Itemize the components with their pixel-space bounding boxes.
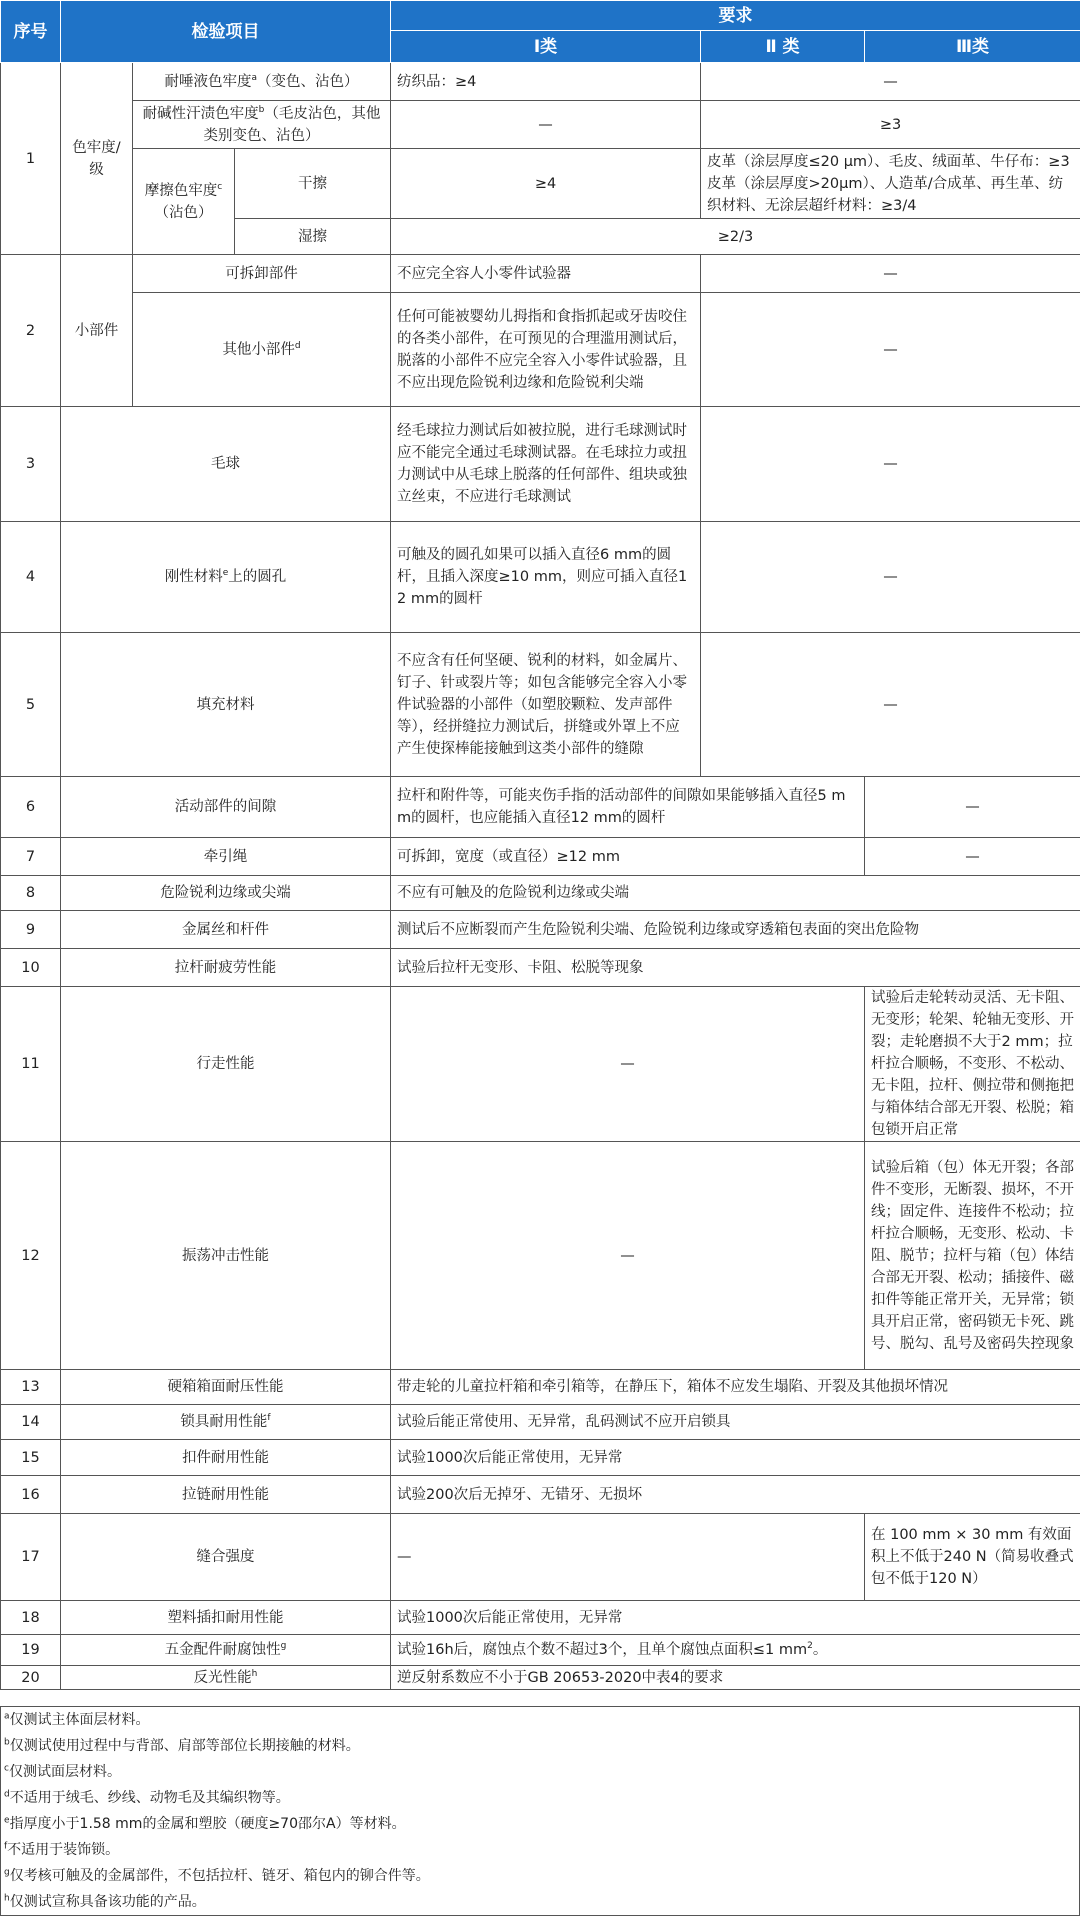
table-row (1, 777, 1080, 838)
class12-value: — (391, 1514, 865, 1601)
row-no: 16 (1, 1476, 61, 1514)
table-row (1, 838, 1080, 876)
row-no: 12 (1, 1142, 61, 1370)
row-no: 6 (1, 777, 61, 838)
table-row (1, 149, 1080, 219)
footnote-c: $^c$仅测试面层材料。 (4, 1763, 121, 1780)
footnote-h: $^h$仅测试宣称具备该功能的产品。 (4, 1893, 206, 1910)
table-row (1, 293, 1080, 407)
class1-value: — (391, 101, 701, 149)
item-label: 其他小部件$^d$ (133, 293, 391, 407)
table-row (1, 1405, 1080, 1440)
table-row (1, 1601, 1080, 1635)
row-no: 14 (1, 1405, 61, 1440)
item-label: 填充材料 (61, 633, 391, 777)
class3-value: 试验后走轮转动灵活、无卡阻、无变形；轮架、轮轴无变形、开裂；走轮磨损不大于2 mm；拉杆拉合顺畅，不变形、不松动、无卡阻，拉杆、侧拉带和侧拖把与箱体结合部无开裂、松脱；箱包锁开启正常 (865, 987, 1080, 1142)
item-label: 金属丝和杆件 (61, 911, 391, 949)
table-row (1, 1440, 1080, 1476)
all-class-value: 试验16h后，腐蚀点个数不超过3个，且单个腐蚀点面积≤1 $mm^2$。 (391, 1635, 1080, 1666)
table-row (1, 949, 1080, 987)
class3-value: 在 100 mm × 30 mm 有效面积上不低于240 N（简易收叠式包不低于120 N） (865, 1514, 1080, 1601)
item-label: 危险锐利边缘或尖端 (61, 876, 391, 911)
table-row (1, 1635, 1080, 1666)
row-no: 9 (1, 911, 61, 949)
item-label: 五金配件耐腐蚀性$^g$ (61, 1635, 391, 1666)
all-class-value: 不应有可触及的危险锐利边缘或尖端 (391, 876, 1080, 911)
item-label: 毛球 (61, 407, 391, 522)
class1-value: 不应完全容人小零件试验器 (391, 255, 701, 293)
class23-value: — (701, 293, 1080, 407)
table-row (1, 1514, 1080, 1601)
item-label: 可拆卸部件 (133, 255, 391, 293)
all-class-value: 测试后不应断裂而产生危险锐利尖端、危险锐利边缘或穿透箱包表面的突出危险物 (391, 911, 1080, 949)
all-class-value: 逆反射系数应不小于GB 20653-2020中表4的要求 (391, 1666, 1080, 1690)
item-label: 锁具耐用性能$^f$ (61, 1405, 391, 1440)
class3-value: 试验后箱（包）体无开裂；各部件不变形，无断裂、损坏，不开线；固定件、连接件不松动；拉杆拉合顺畅，无变形、松动、卡阻、脱节；拉杆与箱（包）体结合部无开裂、松动；插接件、磁扣件等能正常开关，无异常；锁具开启正常，密码锁无卡死、跳号、脱勾、乱号及密码失控现象 (865, 1142, 1080, 1370)
row-no: 5 (1, 633, 61, 777)
class1-value: 纺织品：≥4 (391, 63, 701, 101)
item-label: 反光性能$^h$ (61, 1666, 391, 1690)
class3-value: — (865, 838, 1080, 876)
row-no: 15 (1, 1440, 61, 1476)
class23-value: — (701, 522, 1080, 633)
row-no: 19 (1, 1635, 61, 1666)
all-class-value: 试验200次后无掉牙、无错牙、无损坏 (391, 1476, 1080, 1514)
item-label: 振荡冲击性能 (61, 1142, 391, 1370)
class23-value: — (701, 63, 1080, 101)
item-label: 刚性材料$^e$上的圆孔 (61, 522, 391, 633)
item-label: 硬箱箱面耐压性能 (61, 1370, 391, 1405)
item-label: 耐碱性汗渍色牢度$^b$（毛皮沾色，其他类别变色、沾色） (133, 101, 391, 149)
row-no: 3 (1, 407, 61, 522)
all-class-value: 试验后拉杆无变形、卡阻、松脱等现象 (391, 949, 1080, 987)
header-class-3: Ⅲ类 (865, 31, 1080, 63)
table-row (1, 255, 1080, 293)
item-label: 活动部件的间隙 (61, 777, 391, 838)
class12-value: — (391, 1142, 865, 1370)
class1-value: 不应含有任何坚硬、锐利的材料，如金属片、钉子、针或裂片等；如包含能够完全容入小零件试验器的小部件（如塑胶颗粒、发声部件等），经拼缝拉力测试后，拼缝或外罩上不应产生使探棒能接触到这类小部件的缝隙 (391, 633, 701, 777)
sub-item-label: 湿擦 (235, 219, 391, 255)
row-no: 10 (1, 949, 61, 987)
item-label: 拉链耐用性能 (61, 1476, 391, 1514)
table-row (1, 987, 1080, 1142)
table-row (1, 1666, 1080, 1690)
class12-value: — (391, 987, 865, 1142)
table-row (1, 101, 1080, 149)
table-row (1, 633, 1080, 777)
row-no: 2 (1, 255, 61, 407)
row-no: 7 (1, 838, 61, 876)
table-row (1, 1476, 1080, 1514)
table-row (1, 407, 1080, 522)
class23-value: 皮革（涂层厚度≤20 μm）、毛皮、绒面革、牛仔布：≥3 皮革（涂层厚度>20μm）、人造革/合成革、再生革、纺织材料、无涂层超纤材料：≥3/4 (701, 149, 1080, 219)
header-class-1: I类 (391, 31, 701, 63)
table-row (1, 911, 1080, 949)
item-label: 行走性能 (61, 987, 391, 1142)
all-class-value: 试验1000次后能正常使用，无异常 (391, 1440, 1080, 1476)
row-no: 1 (1, 63, 61, 255)
table-row (1, 1142, 1080, 1370)
sub-item-label: 干擦 (235, 149, 391, 219)
class23-value: — (701, 633, 1080, 777)
item-label: 塑料插扣耐用性能 (61, 1601, 391, 1635)
group-label: 色牢度/级 (61, 63, 133, 255)
item-label: 缝合强度 (61, 1514, 391, 1601)
row-no: 18 (1, 1601, 61, 1635)
row-no: 4 (1, 522, 61, 633)
class3-value: — (865, 777, 1080, 838)
footnotes (0, 1706, 1080, 1916)
class23-value: — (701, 407, 1080, 522)
class12-value: 可拆卸，宽度（或直径）≥12 mm (391, 838, 865, 876)
group-label: 小部件 (61, 255, 133, 407)
class1-value: 经毛球拉力测试后如被拉脱，进行毛球测试时应不能完全通过毛球测试器。在毛球拉力或扭力测试中从毛球上脱落的任何部件、组块或独立丝束，不应进行毛球测试 (391, 407, 701, 522)
table-row (1, 63, 1080, 101)
class1-value: 任何可能被婴幼儿拇指和食指抓起或牙齿咬住的各类小部件，在可预见的合理滥用测试后，脱落的小部件不应完全容入小零件试验器，且不应出现危险锐利边缘和危险锐利尖端 (391, 293, 701, 407)
item-label: 牵引绳 (61, 838, 391, 876)
class23-value: ≥3 (701, 101, 1080, 149)
footnote-e: $^e$指厚度小于1.58 mm的金属和塑胶（硬度≥70邵尔A）等材料。 (4, 1815, 406, 1832)
item-label: 扣件耐用性能 (61, 1440, 391, 1476)
class12-value: 拉杆和附件等，可能夹伤手指的活动部件的间隙如果能够插入直径5 mm的圆杆，也应能插入直径12 mm的圆杆 (391, 777, 865, 838)
all-class-value: 带走轮的儿童拉杆箱和牵引箱等，在静压下，箱体不应发生塌陷、开裂及其他损坏情况 (391, 1370, 1080, 1405)
row-no: 11 (1, 987, 61, 1142)
header-class-2: Ⅱ 类 (701, 31, 865, 63)
all-class-value: ≥2/3 (391, 219, 1080, 255)
item-label: 摩擦色牢度$^c$（沾色） (133, 149, 235, 255)
header-requirement: 要求 (391, 1, 1080, 31)
footnote-g: $^g$仅考核可触及的金属部件，不包括拉杆、链牙、箱包内的铆合件等。 (4, 1867, 430, 1884)
row-no: 13 (1, 1370, 61, 1405)
row-no: 20 (1, 1666, 61, 1690)
row-no: 8 (1, 876, 61, 911)
header-item: 检验项目 (61, 1, 391, 63)
class1-value: ≥4 (391, 149, 701, 219)
table-row (1, 876, 1080, 911)
item-label: 拉杆耐疲劳性能 (61, 949, 391, 987)
footnote-a: $^a$仅测试主体面层材料。 (4, 1711, 150, 1728)
class1-value: 可触及的圆孔如果可以插入直径6 mm的圆杆，且插入深度≥10 mm，则应可插入直径12 mm的圆杆 (391, 522, 701, 633)
footnote-f: $^f$不适用于装饰锁。 (4, 1841, 120, 1858)
footnote-b: $^b$仅测试使用过程中与背部、肩部等部位长期接触的材料。 (4, 1737, 360, 1754)
class23-value: — (701, 255, 1080, 293)
table-row (1, 522, 1080, 633)
all-class-value: 试验后能正常使用、无异常，乱码测试不应开启锁具 (391, 1405, 1080, 1440)
table-row (1, 1370, 1080, 1405)
all-class-value: 试验1000次后能正常使用，无异常 (391, 1601, 1080, 1635)
footnote-d: $^d$不适用于绒毛、纱线、动物毛及其编织物等。 (4, 1789, 290, 1806)
item-label: 耐唾液色牢度$^a$（变色、沾色） (133, 63, 391, 101)
header-no: 序号 (1, 1, 61, 63)
row-no: 17 (1, 1514, 61, 1601)
